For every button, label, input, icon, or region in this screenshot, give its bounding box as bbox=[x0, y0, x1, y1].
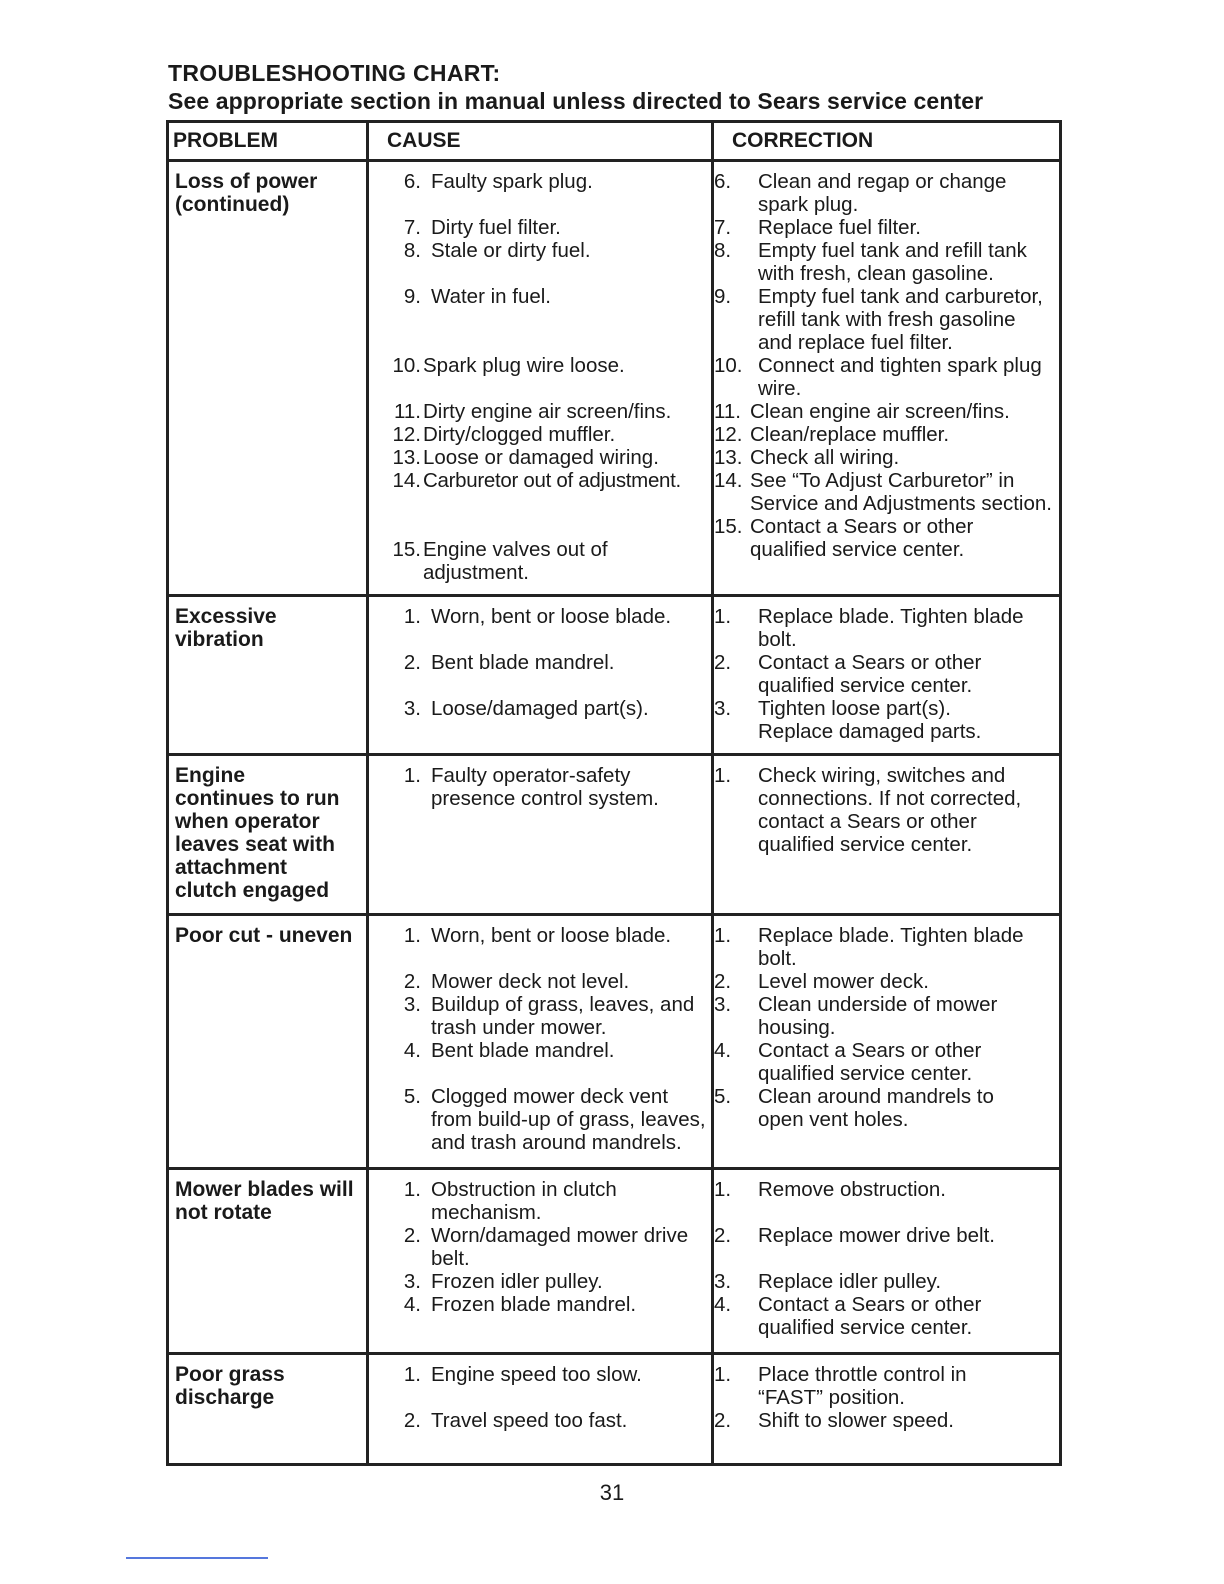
list-item: 2. Level mower deck. bbox=[714, 970, 929, 993]
cause-cell bbox=[369, 1355, 714, 1463]
cause-cell bbox=[369, 916, 714, 1167]
list-item: 2. Worn/damaged mower drive belt. bbox=[403, 1224, 689, 1270]
header-cause: CAUSE bbox=[369, 123, 714, 159]
list-item: 11. Dirty engine air screen/fins. bbox=[394, 400, 672, 423]
list-item: 2. Bent blade mandrel. bbox=[403, 651, 615, 674]
cause-cell bbox=[369, 756, 714, 913]
table-header-row bbox=[169, 123, 1059, 162]
list-item: 3. Replace idler pulley. bbox=[714, 1270, 942, 1293]
list-item: 14. See “To Adjust Carburetor” in Service and Adjustments section. bbox=[714, 469, 1052, 515]
page-number: 31 bbox=[599, 1480, 625, 1505]
list-item: 4. Contact a Sears or other qualified service center. bbox=[714, 1039, 982, 1085]
problem-cell: Poor grass discharge bbox=[169, 1355, 369, 1463]
table-row bbox=[169, 1170, 1059, 1355]
list-item: 6. Faulty spark plug. bbox=[403, 170, 593, 193]
list-item: 1. Faulty operator-safety presence control system. bbox=[403, 764, 659, 810]
list-item: 4. Frozen blade mandrel. bbox=[403, 1293, 637, 1316]
cause-cell bbox=[369, 162, 714, 594]
list-item: 10. Spark plug wire loose. bbox=[392, 354, 625, 377]
troubleshooting-table bbox=[166, 120, 1062, 1466]
chart-title: TROUBLESHOOTING CHART: bbox=[168, 60, 501, 86]
table-row bbox=[169, 916, 1059, 1170]
table-row bbox=[169, 756, 1059, 916]
list-item: 7. Dirty fuel filter. bbox=[403, 216, 561, 239]
list-item: 3. Frozen idler pulley. bbox=[403, 1270, 603, 1293]
list-item: 15. Contact a Sears or other qualified service center. bbox=[714, 515, 974, 561]
problem-cell: Mower blades will not rotate bbox=[169, 1170, 369, 1352]
cause-cell bbox=[369, 597, 714, 753]
problem-cell: Poor cut - uneven bbox=[169, 916, 369, 1167]
list-item: 9. Water in fuel. bbox=[403, 285, 552, 308]
correction-cell bbox=[714, 1355, 1059, 1463]
list-item: 1. Replace blade. Tighten blade bolt. bbox=[714, 924, 1024, 970]
chart-subtitle: See appropriate section in manual unless directed to Sears service center bbox=[168, 88, 984, 114]
list-item: 5. Clean around mandrels to open vent holes. bbox=[714, 1085, 994, 1131]
list-item: 11. Clean engine air screen/fins. bbox=[714, 400, 1010, 423]
problem-cell: Loss of power (continued) bbox=[169, 162, 369, 594]
problem-cell: Excessive vibration bbox=[169, 597, 369, 753]
table-row bbox=[169, 597, 1059, 756]
list-item: 1. Check wiring, switches and connections. If not corrected, contact a Sears or other qualified service center. bbox=[714, 764, 1022, 856]
list-item: 6. Clean and regap or change spark plug. bbox=[714, 170, 1007, 216]
header-correction: CORRECTION bbox=[732, 129, 874, 152]
list-item: 13. Check all wiring. bbox=[714, 446, 900, 469]
list-item: 12. Dirty/clogged muffler. bbox=[392, 423, 616, 446]
table-row bbox=[169, 1355, 1059, 1466]
list-item: 9. Empty fuel tank and carburetor, refill tank with fresh gasoline and replace fuel filter. bbox=[714, 285, 1043, 354]
list-item: 2. Mower deck not level. bbox=[403, 970, 630, 993]
list-item: 4. Bent blade mandrel. bbox=[403, 1039, 615, 1062]
correction-cell bbox=[714, 916, 1059, 1167]
correction-cell bbox=[714, 1170, 1059, 1352]
list-item: 8. Empty fuel tank and refill tank with fresh, clean gasoline. bbox=[714, 239, 1027, 285]
list-item: 1. Replace blade. Tighten blade bolt. bbox=[714, 605, 1024, 651]
cause-cell bbox=[369, 1170, 714, 1352]
correction-cell bbox=[714, 756, 1059, 913]
list-item: 15. Engine valves out of adjustment. bbox=[392, 538, 608, 584]
list-item: 1. Worn, bent or loose blade. bbox=[403, 605, 672, 628]
list-item: 3. Buildup of grass, leaves, and trash under mower. bbox=[403, 993, 695, 1039]
list-item: 8. Stale or dirty fuel. bbox=[403, 239, 591, 262]
list-item: 2. Replace mower drive belt. bbox=[714, 1224, 995, 1247]
correction-cell bbox=[714, 162, 1059, 594]
problem-cell: Engine continues to run when operator leaves seat with attachment clutch engaged bbox=[169, 756, 369, 913]
list-item: 13. Loose or damaged wiring. bbox=[392, 446, 659, 469]
list-item: 1. Remove obstruction. bbox=[714, 1178, 947, 1201]
list-item: 1. Obstruction in clutch mechanism. bbox=[403, 1178, 617, 1224]
footer-divider bbox=[126, 1557, 268, 1559]
list-item: 1. Place throttle control in “FAST” position. bbox=[714, 1363, 967, 1409]
list-item: 4. Contact a Sears or other qualified service center. bbox=[714, 1293, 982, 1339]
header-problem: PROBLEM bbox=[169, 123, 369, 159]
list-item: 1. Worn, bent or loose blade. bbox=[403, 924, 672, 947]
list-item: 7. Replace fuel filter. bbox=[714, 216, 921, 239]
table-row bbox=[169, 162, 1059, 597]
correction-cell bbox=[714, 597, 1059, 753]
list-item: 5. Clogged mower deck vent from build-up of grass, leaves, and trash around mandrels. bbox=[403, 1085, 706, 1154]
list-item: 1. Engine speed too slow. bbox=[403, 1363, 642, 1386]
list-item: 2. Contact a Sears or other qualified service center. bbox=[714, 651, 982, 697]
list-item: 3. Clean underside of mower housing. bbox=[714, 993, 998, 1039]
list-item: 3. Loose/damaged part(s). bbox=[403, 697, 649, 720]
list-item: 10. Connect and tighten spark plug wire. bbox=[714, 354, 1042, 400]
list-item: 3. Tighten loose part(s). Replace damaged parts. bbox=[714, 697, 982, 743]
list-item: 14. Carburetor out of adjustment. bbox=[392, 469, 681, 492]
list-item: 2. Shift to slower speed. bbox=[714, 1409, 954, 1432]
list-item: 12. Clean/replace muffler. bbox=[714, 423, 950, 446]
list-item: 2. Travel speed too fast. bbox=[403, 1409, 628, 1432]
